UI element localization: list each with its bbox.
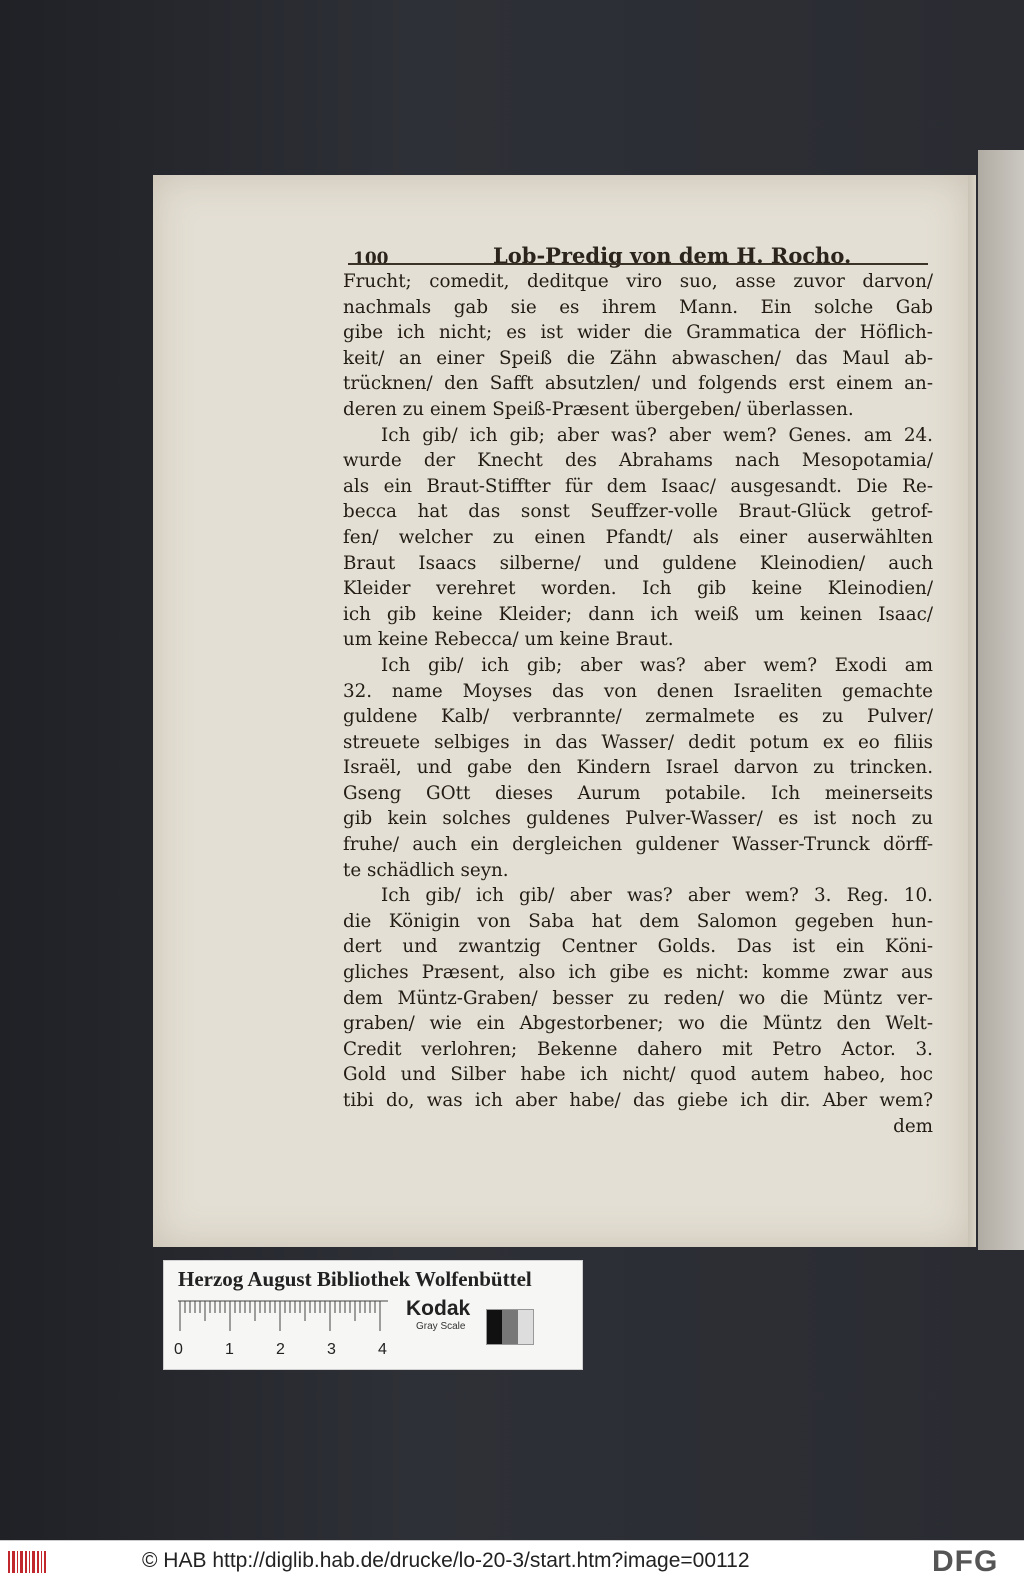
text-line: streuete selbiges in das Wasser/ dedit potum ex eo filiis: [343, 731, 933, 753]
kodak-logo: Kodak: [406, 1297, 471, 1320]
ruler-number: 1: [225, 1341, 234, 1358]
text-line: ich gib keine Kleider; dann ich weiß um keinen Isaac/: [343, 603, 933, 625]
library-name: Herzog August Bibliothek Wolfenbüttel: [178, 1267, 532, 1291]
text-line: te schädlich seyn.: [343, 859, 509, 881]
text-line: Braut Isaacs silberne/ und guldene Kleinodien/ auch: [343, 552, 933, 574]
text-line: gib kein solches guldenes Pulver-Wasser/ es ist noch zu: [343, 808, 933, 830]
text-line: Gold und Silber habe ich nicht/ quod autem habeo, hoc: [343, 1064, 933, 1086]
text-line: becca hat das sonst Seuffzer-volle Braut-Glück getrof-: [343, 501, 933, 523]
text-line: guldene Kalb/ verbrannte/ zermalmete es zu Pulver/: [343, 706, 933, 728]
text-line: um keine Rebecca/ um keine Braut.: [343, 629, 674, 651]
text-line: wurde der Knecht des Abrahams nach Mesopotamia/: [343, 450, 933, 472]
footer-bar: [0, 1540, 1024, 1583]
text-line: die Königin von Saba hat dem Salomon gegeben hun-: [343, 910, 933, 932]
text-line: nachmals gab sie es ihrem Mann. Ein solche Gab: [343, 296, 933, 318]
catchword: dem: [893, 1115, 933, 1137]
text-line: 32. name Moyses das von denen Israeliten gemachte: [343, 680, 933, 702]
text-line: Ich gib/ ich gib; aber was? aber wem? Genes. am 24.: [381, 424, 933, 446]
copyright-link[interactable]: © HAB http://diglib.hab.de/drucke/lo-20-3/start.htm?image=00112: [142, 1549, 750, 1572]
gray-scale-patches: [486, 1309, 534, 1345]
text-line: fen/ welcher zu einen Pfandt/ als einer auserwählten: [343, 526, 933, 548]
text-line: gliches Præsent, also ich gibe es nicht: komme zwar aus: [343, 962, 933, 984]
body-text: [343, 269, 933, 1139]
text-line: trücknen/ den Safft absutzlen/ und folgends erst einem an-: [343, 373, 933, 395]
barcode-icon: [6, 1549, 48, 1575]
text-line: Ich gib/ ich gib; aber was? aber wem? Exodi am: [381, 654, 933, 676]
gray-scale-label: Gray Scale: [416, 1321, 466, 1332]
gray-patch: [487, 1310, 502, 1344]
text-line: keit/ an einer Speiß die Zähn abwaschen/ das Maul ab-: [343, 347, 933, 369]
dfg-logo: DFG: [932, 1545, 999, 1578]
text-line: deren zu einem Speiß-Præsent übergeben/ überlassen.: [343, 398, 854, 420]
text-line: Frucht; comedit, deditque viro suo, asse zuvor darvon/: [343, 271, 933, 292]
ruler-number: 4: [378, 1341, 387, 1358]
gray-patch: [518, 1310, 533, 1344]
header-rule: [348, 263, 928, 265]
text-line: dem Müntz-Graben/ besser zu reden/ wo die Müntz ver-: [343, 987, 933, 1009]
gray-patch: [502, 1310, 517, 1344]
text-line: tibi do, was ich aber habe/ das giebe ich dir. Aber wem?: [343, 1090, 933, 1111]
adjacent-page-edge: [978, 150, 1024, 1250]
running-title: Lob-Predig von dem H. Rocho.: [493, 243, 852, 268]
text-line: Gseng GOtt dieses Aurum potabile. Ich meinerseits: [343, 782, 933, 804]
ruler-scale: [178, 1299, 388, 1335]
text-line: dert und zwantzig Centner Golds. Das ist ein Köni-: [343, 936, 933, 958]
ruler-number: 3: [327, 1341, 336, 1358]
ruler-number: 0: [174, 1341, 183, 1358]
ruler-number: 2: [276, 1341, 285, 1358]
text-line: Credit verlohren; Bekenne dahero mit Petro Actor. 3.: [343, 1038, 933, 1060]
text-line: Israël, und gabe den Kindern Israel darvon zu trincken.: [343, 757, 933, 779]
text-line: als ein Braut-Stiffter für dem Isaac/ ausgesandt. Die Re-: [343, 475, 933, 497]
page-number: 100: [353, 249, 389, 269]
book-page: [153, 175, 968, 1247]
text-line: fruhe/ auch ein dergleichen guldener Wasser-Trunck dörff-: [343, 834, 933, 856]
text-line: Kleider verehret worden. Ich gib keine Kleinodien/: [343, 578, 933, 600]
text-line: gibe ich nicht; es ist wider die Grammatica der Höflich-: [343, 322, 933, 344]
color-calibration-card: [163, 1260, 583, 1370]
text-line: Ich gib/ ich gib/ aber was? aber wem? 3. Reg. 10.: [381, 885, 933, 907]
text-line: graben/ wie ein Abgestorbener; wo die Müntz den Welt-: [343, 1013, 933, 1035]
